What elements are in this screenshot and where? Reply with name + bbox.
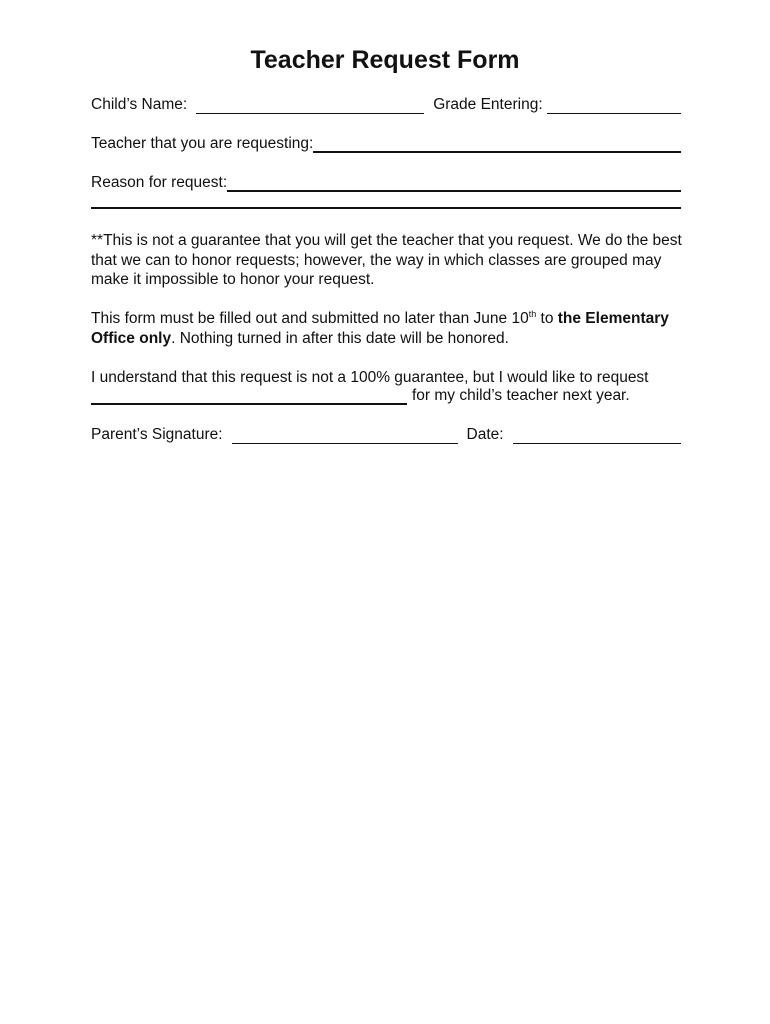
- signature-field[interactable]: [232, 428, 458, 444]
- reason-row: [91, 174, 681, 192]
- deadline-suffix: . Nothing turned in after this date will be honored.: [171, 329, 509, 347]
- requested-teacher-field[interactable]: [91, 388, 407, 405]
- signature-label: Parent’s Signature:: [91, 426, 223, 443]
- disclaimer-text: **This is not a guarantee that you will get the teacher that you request. We do the best that we can to honor requests; however, the way in which classes are grouped may make it impossible to honor your request.: [91, 232, 682, 288]
- teacher-field[interactable]: [313, 136, 681, 153]
- reason-label: Reason for request:: [91, 174, 228, 191]
- date-field[interactable]: [513, 428, 681, 444]
- understand-line-1: I understand that this request is not a 100% guarantee, but I would like to request: [91, 369, 649, 386]
- signature-row: [91, 426, 681, 444]
- deadline-mid: to: [536, 310, 558, 327]
- child-grade-row: [91, 96, 681, 114]
- date-label: Date:: [466, 426, 504, 443]
- deadline-text: [91, 309, 683, 348]
- understand-line-2: for my child’s teacher next year.: [412, 387, 630, 404]
- teacher-label: Teacher that you are requesting:: [91, 135, 314, 152]
- child-name-field[interactable]: [196, 98, 424, 114]
- teacher-row: [91, 135, 681, 153]
- grade-entering-field[interactable]: [547, 98, 681, 114]
- deadline-bold: the Elementary Office only: [91, 310, 669, 347]
- understand-row-2: [91, 387, 681, 405]
- page-title: Teacher Request Form: [250, 46, 520, 74]
- grade-entering-label: Grade Entering:: [433, 96, 543, 113]
- deadline-prefix: This form must be filled out and submitted no later than June 10: [91, 310, 529, 327]
- deadline-sup: th: [528, 309, 537, 319]
- reason-field[interactable]: [227, 175, 681, 192]
- reason-field-line-2[interactable]: [91, 207, 681, 209]
- child-name-label: Child’s Name:: [91, 96, 188, 113]
